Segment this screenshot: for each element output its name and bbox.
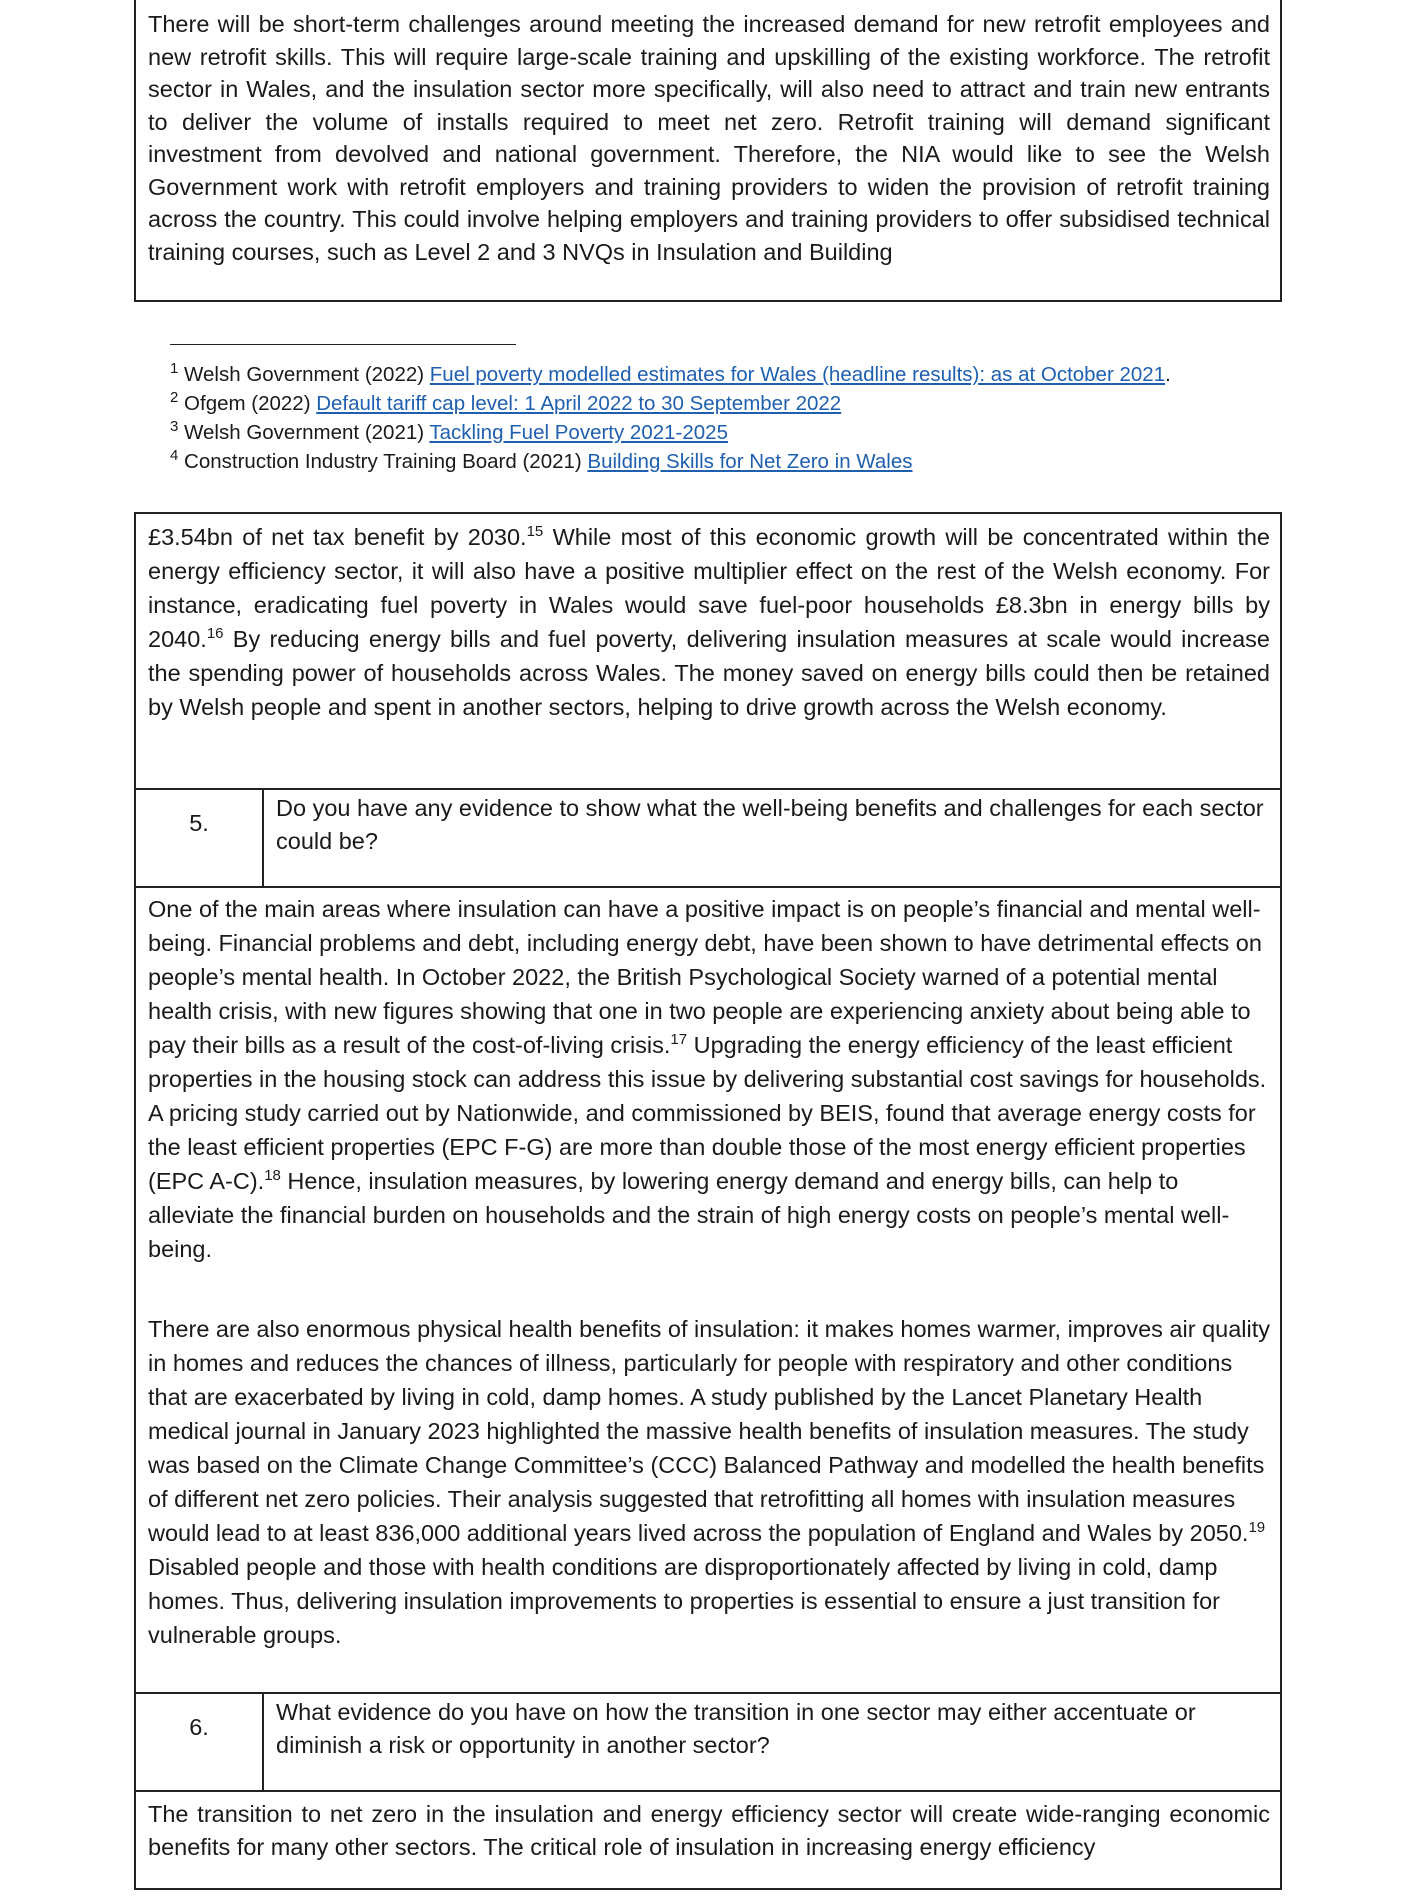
text-run: £3.54bn of net tax benefit by 2030. [148, 524, 527, 550]
paragraph-mental-wellbeing [148, 892, 1270, 1266]
footnote-2 [170, 389, 1171, 418]
question-number: 6. [189, 1714, 209, 1740]
footnote-4 [170, 447, 1171, 476]
text-run: By reducing energy bills and fuel poverty, delivering insulation measures at scale would increase the spending power of households across Wales. The money saved on energy bills could then be retained by Welsh people and spent in another sectors, helping to drive growth across the Welsh economy. [148, 626, 1270, 720]
question-text: Do you have any evidence to show what the well-being benefits and challenges for each sector could be? [276, 795, 1264, 854]
paragraph-retrofit-training: There will be short-term challenges around meeting the increased demand for new retrofit employees and new retrofit skills. This will require large-scale training and upskilling of the existing workforce. The retrofit sector in Wales, and the insulation sector more specifically, will also need to attract and train new entrants to deliver the volume of installs required to meet net zero. Retrofit training will demand significant investment from devolved and national government. Therefore, the NIA would like to see the Welsh Government work with retrofit employers and training providers to widen the provision of retrofit training across the country. This could involve helping employers and training providers to offer subsidised technical training courses, such as Level 2 and 3 NVQs in Insulation and Building [148, 11, 1270, 265]
footnote-suffix: . [1165, 363, 1171, 386]
question-row-5 [134, 788, 1282, 888]
footnote-ref: 18 [264, 1167, 281, 1185]
footnote-link-fuel-poverty[interactable]: Fuel poverty modelled estimates for Wales (headline results): as at October 2021 [429, 363, 1166, 386]
footnote-source: Welsh Government (2021) [184, 421, 430, 444]
paragraph-economic-benefit [148, 520, 1270, 724]
footnote-separator [170, 344, 516, 345]
footnote-source: Welsh Government (2022) [184, 363, 430, 386]
footnote-ref: 15 [526, 523, 544, 541]
text-run: Hence, insulation measures, by lowering energy demand and energy bills, can help to alleviate the financial burden on households and the strain of high energy costs on people’s mental well-being. [148, 1168, 1230, 1262]
footnotes [170, 360, 1171, 476]
footnote-number: 4 [170, 447, 179, 465]
text-run: Disabled people and those with health conditions are disproportionately affected by living in cold, damp homes. Thus, delivering insulation improvements to properties is essential to ensure a just transition for vulnerable groups. [148, 1554, 1220, 1648]
text-run: Upgrading the energy efficiency of the least efficient properties in the housing stock can address this issue by delivering substantial cost savings for households. A pricing study carried out by Nationwide, and commissioned by BEIS, found that average energy costs for the least efficient properties (EPC F-G) are more than double those of the most energy efficient properties (EPC A-C). [148, 1032, 1267, 1194]
answer-box-economic [134, 512, 1282, 790]
footnote-ref: 16 [206, 625, 224, 643]
question-divider [262, 790, 264, 888]
text-run: While most of this economic growth will be concentrated within the energy efficiency sector, it will also have a positive multiplier effect on the rest of the Welsh economy. For instance, eradicating fuel poverty in Wales would save fuel-poor households £8.3bn in energy bills by 2040. [148, 524, 1271, 652]
footnote-1 [170, 360, 1171, 389]
text-run: There are also enormous physical health benefits of insulation: it makes homes warmer, improves air quality in homes and reduces the chances of illness, particularly for people with respiratory and other conditions that are exacerbated by living in cold, damp homes. A study published by the Lancet Planetary Health medical journal in January 2023 highlighted the massive health benefits of insulation measures. The study was based on the Climate Change Committee’s (CCC) Balanced Pathway and modelled the health benefits of different net zero policies. Their analysis suggested that retrofitting all homes with insulation measures would lead to at least 836,000 additional years lived across the population of England and Wales by 2050. [148, 1316, 1270, 1546]
footnote-3 [170, 418, 1171, 447]
answer-box-top [134, 0, 1282, 302]
footnote-link-building-skills[interactable]: Building Skills for Net Zero in Wales [587, 450, 913, 473]
question-divider [262, 1694, 264, 1792]
question-number: 5. [189, 810, 209, 836]
footnote-link-tariff-cap[interactable]: Default tariff cap level: 1 April 2022 to 30 September 2022 [316, 392, 842, 415]
text-run: One of the main areas where insulation can have a positive impact is on people’s financial and mental well-being. Financial problems and debt, including energy debt, have been shown to have detrimental effects on people’s mental health. In October 2022, the British Psychological Society warned of a potential mental health crisis, with new figures showing that one in two people are experiencing anxiety about being able to pay their bills as a result of the cost-of-living crisis. [148, 896, 1262, 1058]
paragraph-physical-health [148, 1312, 1270, 1652]
answer-box-6 [134, 1790, 1282, 1890]
question-row-6 [134, 1692, 1282, 1792]
footnote-number: 2 [170, 389, 179, 407]
paragraph-transition: The transition to net zero in the insulation and energy efficiency sector will create wide-ranging economic benefits for many other sectors. The critical role of insulation in increasing energy efficiency [148, 1801, 1270, 1860]
answer-box-5 [134, 886, 1282, 1694]
footnote-source: Construction Industry Training Board (2021) [184, 450, 588, 473]
footnote-number: 1 [170, 360, 179, 378]
footnote-number: 3 [170, 418, 179, 436]
footnote-source: Ofgem (2022) [184, 392, 317, 415]
footnote-ref: 17 [670, 1031, 688, 1049]
footnote-ref: 19 [1248, 1519, 1266, 1537]
question-text: What evidence do you have on how the transition in one sector may either accentuate or diminish a risk or opportunity in another sector? [276, 1699, 1196, 1758]
footnote-link-tackling-fuel-poverty[interactable]: Tackling Fuel Poverty 2021-2025 [429, 421, 728, 444]
